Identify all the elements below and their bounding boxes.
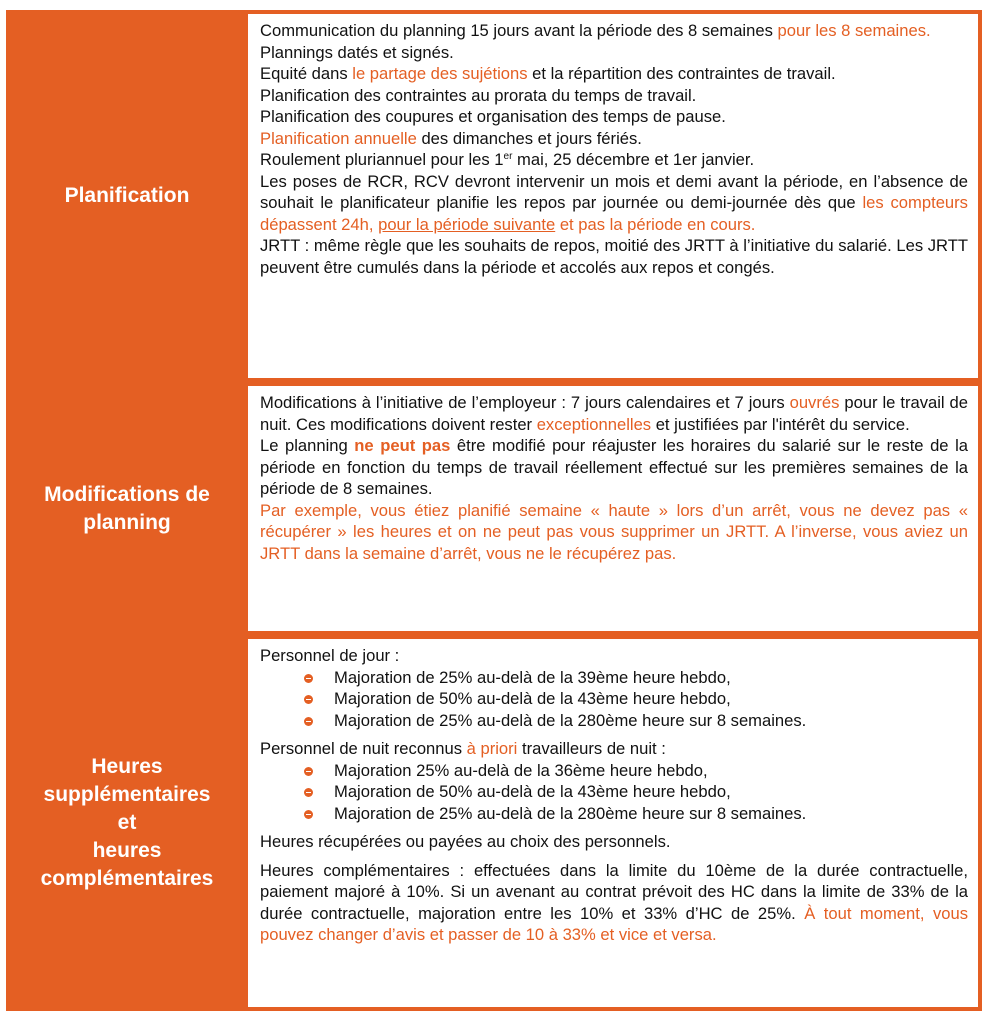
highlighted-text: pour la période suivante [378, 214, 556, 234]
list-item-text: Majoration de 25% au-delà de la 280ème heure sur 8 semaines. [334, 803, 807, 823]
text-run: Planification des coupures et organisation des temps de pause. [260, 107, 726, 126]
orange-bullet-icon [304, 810, 313, 819]
row-label-line: et [117, 811, 137, 834]
list-item [304, 781, 968, 803]
paragraph [260, 63, 968, 85]
list-item-text: Majoration de 50% au-delà de la 43ème heure hebdo, [334, 782, 731, 801]
paragraph [260, 42, 968, 64]
list-item-text: Majoration 25% au-delà de la 36ème heure hebdo, [334, 760, 708, 780]
paragraph [260, 128, 968, 150]
paragraph [260, 435, 968, 500]
highlighted-text: à priori [466, 739, 518, 758]
row-content-heures [248, 639, 978, 1007]
text-run: travailleurs de nuit : [517, 739, 666, 758]
row-content-modifications [248, 386, 978, 631]
paragraph [260, 500, 968, 565]
text-run: Roulement pluriannuel pour les 1 [260, 150, 504, 169]
text-run: Personnel de nuit reconnus [260, 739, 467, 758]
highlighted-text: le partage des sujétions [352, 64, 528, 83]
paragraph [260, 171, 968, 236]
orange-bullet-icon [304, 674, 313, 683]
list-item-text: Majoration de 25% au-delà de la 39ème heure hebdo, [334, 667, 731, 687]
recovered-hours-text: Heures récupérées ou payées au choix des personnels. [260, 832, 671, 851]
paragraph [260, 20, 968, 42]
complementary-hours-text [260, 860, 968, 946]
row-label-line: Planification [64, 184, 190, 207]
text-run: JRTT : même règle que les souhaits de repos, moitié des JRTT à l’initiative du salarié. Les JRTT peuvent être cumulés dans la période et accolés aux repos et congés. [260, 236, 968, 277]
night-staff-list [260, 760, 968, 825]
list-item [304, 760, 968, 782]
text-run: Equité dans [260, 64, 353, 83]
highlighted-text: ne peut pas [354, 436, 451, 455]
paragraph [260, 106, 968, 128]
text-run: Les poses de RCR, RCV devront intervenir un mois et demi avant la période, en l’absence de souhait le planificateur planifie les repos par journée ou demi-journée dès que [260, 171, 968, 212]
highlighted-text: ouvrés [789, 393, 840, 412]
paragraph [260, 85, 968, 107]
text-run: Heures complémentaires : effectuées dans la limite du 10ème de la durée contractuelle, paiement majoré à 10%. Si un avenant au contrat prévoit des HC dans la limite de 33% de la durée contractuelle, majoration entre les 10% et 33% d’HC de 25%. [260, 860, 968, 923]
text-run: Plannings datés et signés. [260, 42, 454, 62]
paragraph [260, 149, 968, 171]
day-staff-intro: Personnel de jour : [260, 646, 400, 665]
text-run: et justifiées par l'intérêt du service. [651, 414, 910, 434]
list-item [304, 803, 968, 825]
row-label-heures [6, 635, 248, 1011]
row-label-line: Heures [91, 755, 163, 778]
text-run: et la répartition des contraintes de travail. [527, 64, 836, 83]
text-run: être modifié pour réajuster les horaires du salarié sur le reste de la période en fonction du temps de travail réellement effectué sur les premières semaines de la période de 8 semaines. [260, 436, 968, 498]
text-run: Planification des contraintes au prorata du temps de travail. [260, 85, 697, 105]
orange-bullet-icon [304, 695, 313, 704]
row-label-line: planning [83, 510, 171, 534]
text-run: des dimanches et jours fériés. [416, 128, 642, 148]
highlighted-text: les compteurs dépassent 24h, [260, 193, 968, 234]
highlighted-text: exceptionnelles [536, 414, 652, 434]
highlighted-text: Planification annuelle [260, 128, 417, 148]
list-item-text: Majoration de 25% au-delà de la 280ème heure sur 8 semaines. [334, 710, 807, 730]
list-item [304, 710, 968, 732]
highlighted-text: À tout moment, vous pouvez changer d’avis et passer de 10 à 33% et vice et versa. [260, 903, 968, 944]
list-item [304, 667, 968, 689]
list-item-text: Majoration de 50% au-delà de la 43ème heure hebdo, [334, 689, 731, 708]
row-label-line: Modifications de [44, 482, 210, 506]
orange-bullet-icon [304, 788, 313, 797]
text-run: pour le travail de nuit. Ces modifications doivent rester [260, 393, 968, 434]
info-table [6, 10, 982, 1011]
paragraph [260, 392, 968, 435]
highlighted-text: Par exemple, vous étiez planifié semaine « haute » lors d’un arrêt, vous ne devez pas « récupérer » les heures et on ne peut pas vous supprimer un JRTT. A l’inverse, vous aviez un JRTT dans la semaine d’arrêt, vous ne le récupérez pas. [260, 500, 968, 563]
highlighted-text: et pas la période en cours. [555, 214, 756, 234]
text-run: Le planning [260, 436, 355, 455]
row-label-planification [6, 10, 248, 382]
night-staff-intro [260, 738, 968, 760]
orange-bullet-icon [304, 717, 313, 726]
text-run: mai, 25 décembre et 1er janvier. [512, 150, 755, 169]
highlighted-text: pour les 8 semaines. [777, 21, 931, 40]
row-label-line: complémentaires [40, 867, 214, 890]
text-run: Modifications à l’initiative de l’employeur : 7 jours calendaires et 7 jours [260, 393, 790, 412]
list-item [304, 688, 968, 710]
text-run: er [503, 151, 513, 162]
row-label-line: supplémentaires [43, 783, 211, 806]
paragraph [260, 235, 968, 278]
row-content-planification [248, 14, 978, 378]
row-label-modifications [6, 382, 248, 635]
row-label-line: heures [92, 839, 162, 862]
day-staff-list [260, 667, 968, 732]
text-run: Communication du planning 15 jours avant la période des 8 semaines [260, 21, 778, 40]
orange-bullet-icon [304, 767, 313, 776]
